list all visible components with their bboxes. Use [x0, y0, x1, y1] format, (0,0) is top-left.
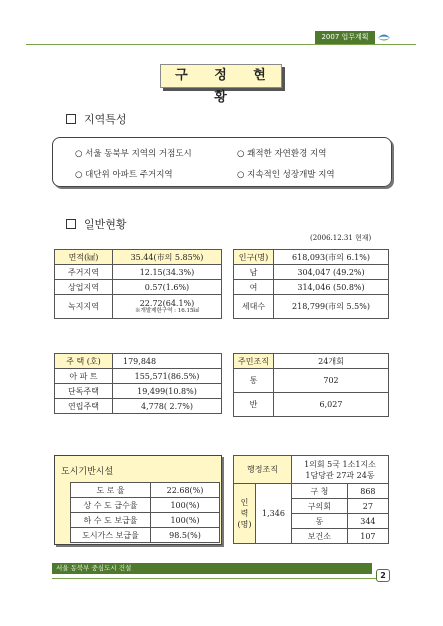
- population-label: 인구(명): [234, 250, 274, 265]
- page-number: 2: [376, 569, 390, 582]
- housing-value: 4,778( 2.7%): [113, 399, 222, 414]
- infra-value: 22.68(%): [151, 483, 220, 498]
- area-value: 35.44(市의 5.85%): [113, 250, 222, 265]
- area-value: 12.15(34.3%): [113, 265, 222, 280]
- staff-value: 344: [347, 514, 388, 529]
- male-label: 남: [234, 265, 274, 280]
- reference-date: (2006.12.31 현재): [310, 234, 372, 242]
- residents-org-table: [233, 353, 389, 417]
- admin-org-table: [233, 455, 389, 544]
- admin-summary-line2: 1담당관 27과 24동: [305, 470, 375, 480]
- area-label: 면적(㎢): [55, 250, 113, 265]
- staff-label: 인 력 (명): [234, 484, 256, 544]
- checkbox-icon: [66, 114, 76, 124]
- feature-item: ○ 대단위 아파트 주거지역: [75, 170, 173, 180]
- infra-label: 도시가스 보급율: [71, 528, 151, 543]
- infra-label: 상 수 도 급수율: [71, 498, 151, 513]
- staff-label-row: 보건소: [292, 529, 348, 544]
- area-label: 녹지지역: [55, 295, 113, 319]
- infrastructure-title: 도시기반시설: [61, 467, 114, 477]
- staff-label-row: 구 청: [292, 484, 348, 499]
- section-title-text: 지역특성: [84, 113, 127, 126]
- page-title: 구 정 현 황: [160, 64, 282, 88]
- district-logo-icon: [377, 30, 391, 44]
- housing-label: 연립주택: [55, 399, 113, 414]
- admin-summary-line1: 1의회 5국 1소1지소: [304, 459, 376, 469]
- residents-org-value: 24개회: [274, 354, 389, 369]
- feature-item: ○ 지속적인 성장개발 지역: [237, 170, 335, 180]
- checkbox-icon: [66, 219, 76, 229]
- header-rule: [26, 44, 416, 45]
- staff-label-row: 동: [292, 514, 348, 529]
- infrastructure-table: [70, 482, 220, 543]
- residents-org-label: 주민조직: [234, 354, 274, 369]
- area-label: 주거지역: [55, 265, 113, 280]
- female-label: 여: [234, 280, 274, 295]
- housing-value: 155,571(86.5%): [113, 369, 222, 384]
- area-value: 0.57(1.6%): [113, 280, 222, 295]
- admin-org-summary: [292, 456, 389, 484]
- tong-label: 통: [234, 369, 274, 393]
- footer-band: 서울 동북부 중심도시 건설: [52, 563, 372, 574]
- header-badge: 2007 업무계획: [315, 31, 375, 44]
- section-title-region: [66, 111, 127, 127]
- feature-box: [52, 137, 392, 187]
- infra-label: 하 수 도 보급율: [71, 513, 151, 528]
- population-value: 618,093(市의 6.1%): [274, 250, 389, 265]
- section-title-text: 일반현황: [84, 218, 127, 231]
- staff-value: 868: [347, 484, 388, 499]
- ban-value: 6,027: [274, 393, 389, 417]
- households-value: 218,799(市의 5.5%): [274, 295, 389, 319]
- admin-org-label: 행정조직: [234, 456, 292, 484]
- area-label: 상업지역: [55, 280, 113, 295]
- housing-label: 주 택 (호): [55, 354, 113, 369]
- tong-value: 702: [274, 369, 389, 393]
- female-value: 314,046 (50.8%): [274, 280, 389, 295]
- area-value: 22.72(64.1%): [139, 299, 195, 308]
- area-table: [54, 249, 222, 319]
- section-title-general: [66, 216, 127, 232]
- male-value: 304,047 (49.2%): [274, 265, 389, 280]
- staff-value: 27: [347, 499, 388, 514]
- staff-label-row: 구의회: [292, 499, 348, 514]
- population-table: [233, 249, 389, 319]
- infra-value: 100(%): [151, 513, 220, 528]
- area-value-cell: [113, 295, 222, 319]
- housing-table: [54, 353, 222, 414]
- households-label: 세대수: [234, 295, 274, 319]
- feature-item: ○ 쾌적한 자연환경 지역: [237, 149, 327, 159]
- housing-value: 179,848: [113, 354, 222, 369]
- housing-label: 아 파 트: [55, 369, 113, 384]
- staff-value: 107: [347, 529, 388, 544]
- infra-value: 100(%): [151, 498, 220, 513]
- infra-label: 도 로 율: [71, 483, 151, 498]
- housing-label: 단독주택: [55, 384, 113, 399]
- housing-value: 19,499(10.8%): [113, 384, 222, 399]
- footer-rule: [52, 578, 388, 579]
- staff-total: 1,346: [256, 484, 292, 544]
- feature-item: ○ 서울 동북부 지역의 거점도시: [75, 149, 192, 159]
- area-note: ※개발제한구역 : 16.15㎢: [135, 308, 199, 314]
- infra-value: 98.5(%): [151, 528, 220, 543]
- ban-label: 반: [234, 393, 274, 417]
